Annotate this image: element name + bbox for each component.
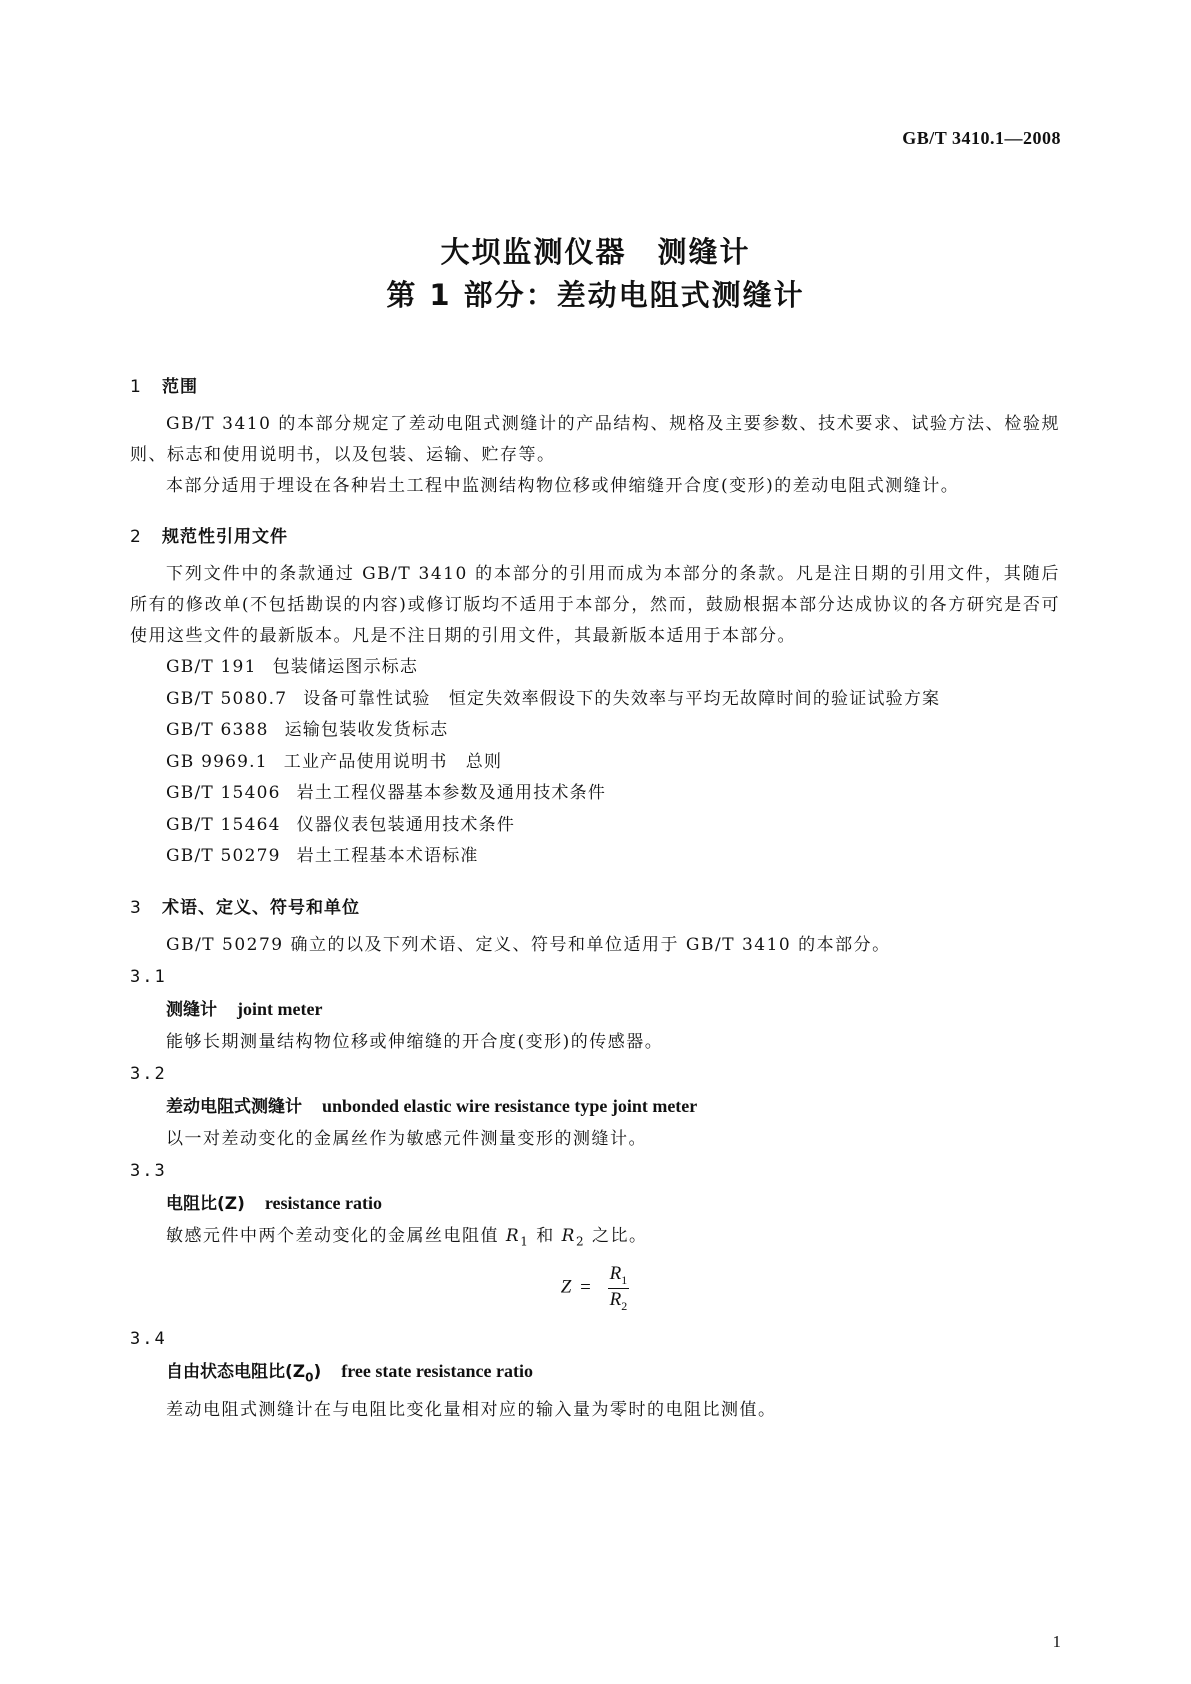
term-zh: 电阻比 bbox=[166, 1193, 217, 1214]
section-1-title: 范围 bbox=[162, 377, 198, 397]
document-title-line1: 大坝监测仪器 测缝计 bbox=[440, 235, 751, 269]
reference-title: 仪器仪表包装通用技术条件 bbox=[296, 814, 516, 835]
section-3-heading bbox=[130, 893, 1060, 918]
reference-title: 岩土工程仪器基本参数及通用技术条件 bbox=[296, 783, 607, 803]
document-body bbox=[130, 372, 1060, 1426]
reference-title: 工业产品使用说明书 总则 bbox=[283, 751, 503, 772]
reference-code: GB 9969.1 bbox=[166, 751, 268, 772]
term-zh: 测缝计 bbox=[166, 999, 217, 1020]
term-definition bbox=[130, 1220, 1060, 1257]
term-definition: 能够长期测量结构物位移或伸缩缝的开合度(变形)的传感器。 bbox=[166, 1031, 664, 1052]
resistance-ratio-formula bbox=[130, 1263, 1060, 1314]
section-3-number: 3 bbox=[130, 897, 142, 918]
symbol-subscript: 0 bbox=[305, 1370, 314, 1385]
reference-code: GB/T 5080.7 bbox=[166, 688, 288, 709]
formula-denominator bbox=[608, 1289, 630, 1314]
reference-item bbox=[130, 715, 1060, 747]
formula-lhs: Z bbox=[560, 1276, 572, 1298]
formula-fraction bbox=[608, 1263, 630, 1314]
term-symbol: (Z) bbox=[217, 1193, 245, 1214]
reference-item bbox=[130, 778, 1060, 810]
term-zh: 自由状态电阻比 bbox=[166, 1362, 285, 1383]
symbol-open: (Z bbox=[285, 1362, 306, 1383]
term-heading bbox=[130, 993, 1060, 1026]
reference-item bbox=[130, 747, 1060, 779]
section-3-title: 术语、定义、符号和单位 bbox=[162, 897, 360, 918]
reference-code: GB/T 15406 bbox=[166, 783, 281, 803]
section-3-intro: GB/T 50279 确立的以及下列术语、定义、符号和单位适用于 GB/T 3410 的本部分。 bbox=[166, 934, 891, 955]
term-en: joint meter bbox=[237, 998, 323, 1019]
term-number: 3.3 bbox=[130, 1160, 167, 1181]
reference-item bbox=[130, 841, 1060, 873]
definition-text: 敏感元件中两个差动变化的金属丝电阻值 bbox=[166, 1225, 499, 1246]
term-heading bbox=[130, 1187, 1060, 1220]
reference-title: 岩土工程基本术语标准 bbox=[296, 846, 479, 866]
r1-symbol bbox=[506, 1226, 529, 1246]
term-en: unbonded elastic wire resistance type joint meter bbox=[322, 1095, 698, 1116]
term-symbol bbox=[285, 1362, 322, 1385]
reference-item bbox=[130, 652, 1060, 684]
denominator-subscript: 2 bbox=[621, 1298, 628, 1313]
definition-text: 和 bbox=[536, 1225, 555, 1246]
reference-code: GB/T 191 bbox=[166, 657, 257, 677]
term-definition: 差动电阻式测缝计在与电阻比变化量相对应的输入量为零时的电阻比测值。 bbox=[166, 1399, 777, 1420]
term-number: 3.2 bbox=[130, 1063, 167, 1084]
normative-references-list bbox=[130, 652, 1060, 873]
section-2-intro: 下列文件中的条款通过 GB/T 3410 的本部分的引用而成为本部分的条款。凡是注日期的引用文件，其随后所有的修改单(不包括勘误的内容)或修订版均不适用于本部分，然而，鼓励根据本部分达成协议的各方研究是否可使用这些文件的最新版本。凡是不注日期的引用文件，其最新版本适用于本部分。 bbox=[130, 564, 1060, 646]
symbol-close: ) bbox=[313, 1362, 322, 1383]
denominator-letter: R bbox=[609, 1288, 622, 1310]
section-1-paragraph-1: GB/T 3410 的本部分规定了差动电阻式测缝计的产品结构、规格及主要参数、技术要求、试验方法、检验规则、标志和使用说明书，以及包装、运输、贮存等。 bbox=[130, 414, 1060, 465]
numerator-letter: R bbox=[609, 1262, 622, 1284]
term-en: resistance ratio bbox=[264, 1192, 383, 1213]
reference-code: GB/T 6388 bbox=[166, 720, 269, 740]
reference-title: 运输包装收发货标志 bbox=[284, 720, 449, 740]
r1-subscript: 1 bbox=[520, 1233, 530, 1248]
numerator-subscript: 1 bbox=[621, 1272, 628, 1287]
term-number: 3.4 bbox=[130, 1329, 167, 1350]
formula-numerator bbox=[608, 1263, 630, 1289]
r2-subscript: 2 bbox=[575, 1233, 586, 1248]
r1-letter: R bbox=[505, 1225, 521, 1246]
section-1-heading bbox=[130, 372, 1060, 397]
r2-letter: R bbox=[561, 1225, 576, 1246]
term-en: free state resistance ratio bbox=[341, 1361, 534, 1382]
section-2-heading bbox=[130, 522, 1060, 547]
reference-code: GB/T 50279 bbox=[166, 846, 281, 866]
reference-item bbox=[130, 810, 1060, 842]
reference-code: GB/T 15464 bbox=[166, 814, 281, 835]
term-heading bbox=[130, 1355, 1060, 1393]
term-number: 3.1 bbox=[130, 966, 167, 987]
term-heading bbox=[130, 1090, 1060, 1123]
term-zh: 差动电阻式测缝计 bbox=[166, 1096, 302, 1117]
document-title-line2: 第 1 部分：差动电阻式测缝计 bbox=[386, 278, 805, 312]
section-1-number: 1 bbox=[130, 377, 142, 397]
reference-title: 设备可靠性试验 恒定失效率假设下的失效率与平均无故障时间的验证试验方案 bbox=[303, 688, 941, 709]
reference-item bbox=[130, 684, 1060, 716]
definition-text: 之比。 bbox=[592, 1225, 648, 1246]
standard-code-header: GB/T 3410.1—2008 bbox=[902, 128, 1061, 148]
section-1-paragraph-2: 本部分适用于埋设在各种岩土工程中监测结构物位移或伸缩缝开合度(变形)的差动电阻式测缝计。 bbox=[166, 476, 960, 496]
r2-symbol bbox=[562, 1226, 585, 1246]
term-definition: 以一对差动变化的金属丝作为敏感元件测量变形的测缝计。 bbox=[166, 1128, 647, 1149]
section-2-title: 规范性引用文件 bbox=[162, 527, 288, 547]
page-number: 1 bbox=[1052, 1632, 1061, 1651]
reference-title: 包装储运图示标志 bbox=[272, 657, 419, 677]
formula-equals: = bbox=[580, 1276, 591, 1298]
section-2-number: 2 bbox=[130, 527, 142, 547]
